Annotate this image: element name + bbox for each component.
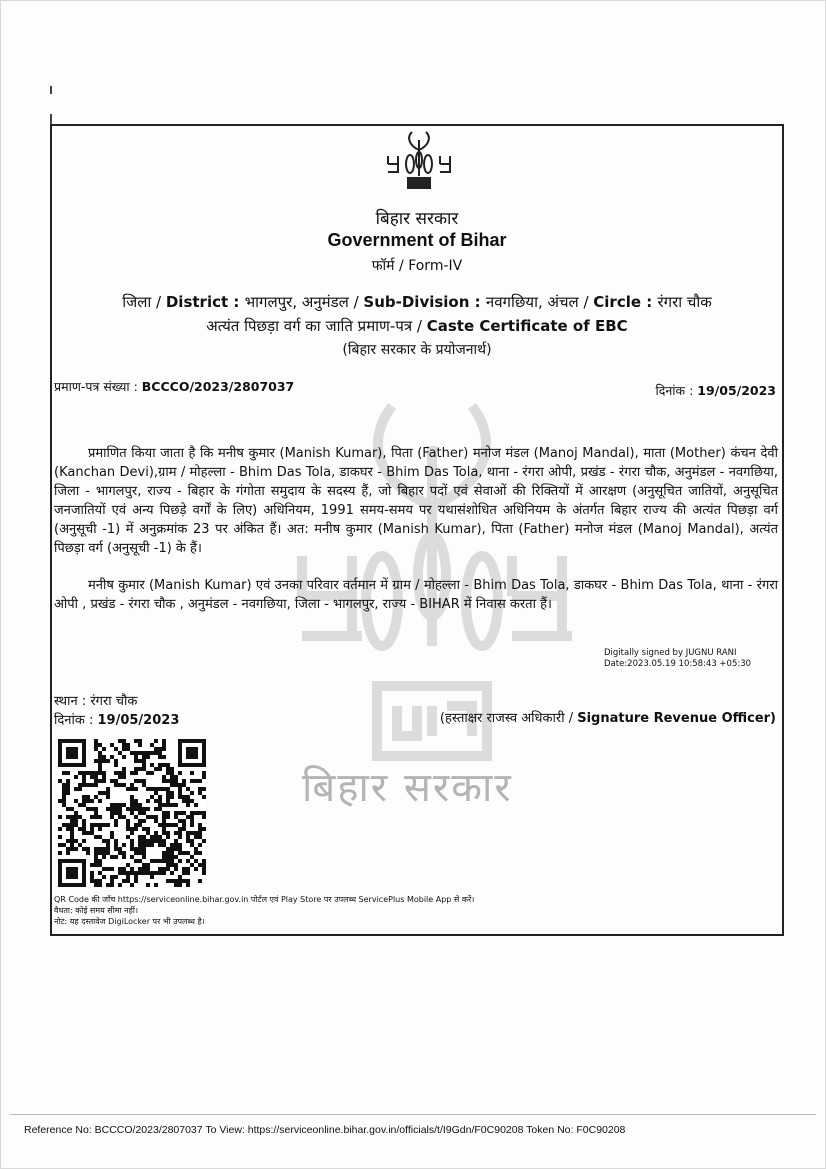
scan-mark xyxy=(50,86,52,94)
certificate-body-paragraph: प्रमाणित किया जाता है कि मनीष कुमार (Manish Kumar), पिता (Father) मनोज मंडल (Manoj Mandal), माता (Mother) कंचन देवी (Kanchan Devi),ग्राम / मोहल्ला - Bhim Das Tola, डाकघर - Bhim Das Tola, थाना - रंगरा ओपी, प्रखंड - रंगरा चौक, अनुमंडल - नवगछिया, जिला - भागलपुर, राज्य - बिहार के गंगोता समुदाय के सदस्य हैं, जो बिहार पदों एवं सेवाओं की रिक्तियों में आरक्षण (अनुसूचित जातियों, अनुसूचित जनजातियों एवं अन्य पिछड़े वर्गों के लिए) अधिनियम, 1991 समय-समय पर यथासंशोधित अधिनियम के अंतर्गत बिहार राज्य की अत्यंत पिछड़ा वर्ग (अनुसूची -1) में अनुक्रमांक 23 पर अंकित हैं। अत: मनीष कुमार (Manish Kumar), पिता (Father) मनोज मंडल (Manoj Mandal), अत्यंत पिछड़ा वर्ग (अनुसूची -1) के हैं। xyxy=(54,446,778,556)
place-date-block: स्थान : रंगरा चौक दिनांक : 19/05/2023 xyxy=(54,694,180,728)
certificate-number: प्रमाण-पत्र संख्या : BCCCO/2023/2807037 xyxy=(54,379,295,394)
government-title-hindi: बिहार सरकार xyxy=(375,209,459,229)
government-title: Government of Bihar xyxy=(327,230,507,250)
footer-notes: QR Code की जाँच https://serviceonline.bihar.gov.in पोर्टल एवं Play Store पर उपलब्ध ServicePlus Mobile App से करें। वैधता: कोई समय सीमा नहीं। नोट: यह दस्तावेज DigiLocker पर भी उपलब्ध है। xyxy=(54,895,475,926)
certificate-purpose: (बिहार सरकार के प्रयोजनार्थ) xyxy=(342,342,492,358)
residence-paragraph: मनीष कुमार (Manish Kumar) एवं उनका परिवार वर्तमान में ग्राम / मोहल्ला - Bhim Das Tola, डाकघर - Bhim Das Tola, थाना - रंगरा ओपी , प्रखंड - रंगरा चौक , अनुमंडल - नवगछिया, जिला - भागलपुर, राज्य - BIHAR में निवास करता हैं। xyxy=(54,578,778,612)
watermark-text: बिहार सरकार xyxy=(302,765,513,811)
reference-line: Reference No: BCCCO/2023/2807037 To View: https://serviceonline.bihar.gov.in/officials/t/I9Gdn/F0C90208 Token No: F0C90208 xyxy=(24,1124,626,1136)
form-label: फॉर्म / Form-IV xyxy=(371,258,463,274)
certificate-frame xyxy=(50,124,784,936)
digital-signature-block: Digitally signed by JUGNU RANI Date:2023.05.19 10:58:43 +05:30 xyxy=(604,648,752,669)
issue-date: दिनांक : 19/05/2023 xyxy=(655,383,776,398)
qr-code[interactable] xyxy=(58,738,206,888)
signature-label: (हस्ताक्षर राजस्व अधिकारी / Signature Revenue Officer) xyxy=(439,711,776,726)
location-line: जिला / District : भागलपुर, अनुमंडल / Sub-Division : नवगछिया, अंचल / Circle : रंगरा चौक xyxy=(122,293,712,311)
reference-divider xyxy=(10,1114,816,1115)
bihar-emblem xyxy=(382,130,456,192)
certificate-type: अत्यंत पिछड़ा वर्ग का जाति प्रमाण-पत्र / Caste Certificate of EBC xyxy=(206,317,628,335)
